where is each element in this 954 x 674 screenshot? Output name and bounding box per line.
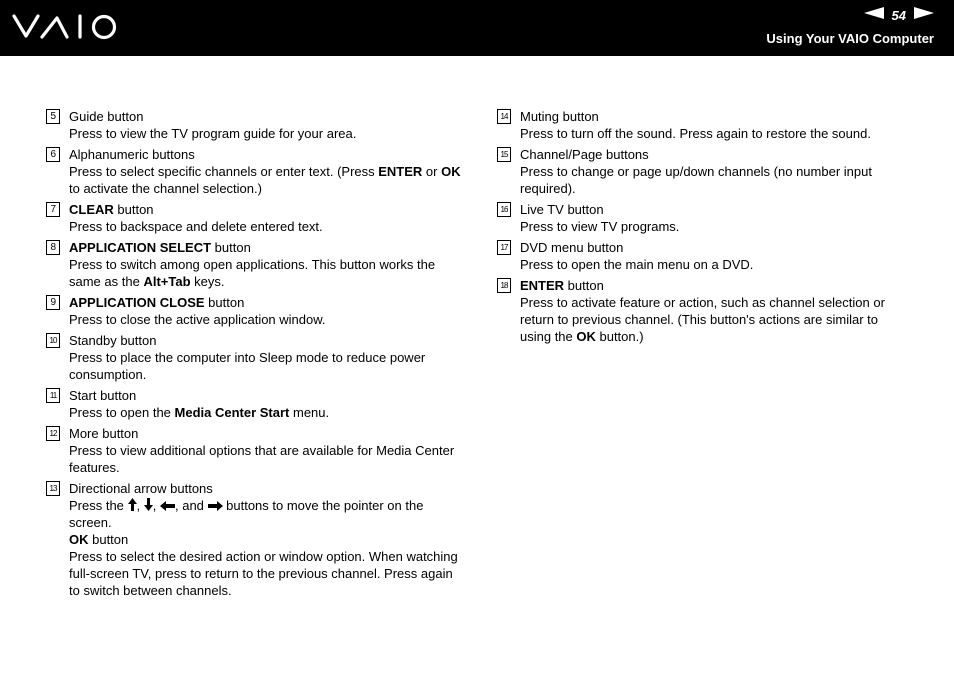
up-arrow-icon	[128, 498, 137, 511]
left-column	[46, 108, 461, 603]
item-description: Press to place the computer into Sleep mode to reduce power consumption.	[69, 350, 426, 382]
item-title: Live TV button	[520, 202, 604, 217]
item-number-badge: 17	[497, 240, 511, 255]
item-number-badge: 9	[46, 295, 60, 310]
left-arrow-icon	[160, 501, 175, 511]
list-item	[497, 239, 907, 273]
list-item	[46, 201, 461, 235]
item-number-badge: 10	[46, 333, 60, 348]
item-title: CLEAR button	[69, 202, 154, 217]
item-number-badge: 7	[46, 202, 60, 217]
right-arrow-icon	[208, 501, 223, 511]
item-number-badge: 16	[497, 202, 511, 217]
item-description: Press to view additional options that are available for Media Center features.	[69, 443, 455, 475]
item-description: Press to close the active application window.	[69, 312, 326, 327]
item-number-badge: 13	[46, 481, 60, 496]
down-arrow-icon	[144, 498, 153, 511]
item-number-badge: 8	[46, 240, 60, 255]
item-title: APPLICATION CLOSE button	[69, 295, 245, 310]
item-description: Press to open the Media Center Start menu.	[69, 405, 330, 420]
item-description: Press to activate feature or action, such as channel selection or return to previous channel. (This button's actions are similar to using the OK button.)	[520, 295, 885, 344]
page-navigation	[864, 7, 934, 23]
item-number-badge: 6	[46, 147, 60, 162]
item-title: Standby button	[69, 333, 157, 348]
list-item	[46, 294, 461, 328]
item-title: DVD menu button	[520, 240, 624, 255]
item-title: Muting button	[520, 109, 599, 124]
item-number-badge: 12	[46, 426, 60, 441]
page-header	[0, 0, 954, 56]
vaio-logo	[12, 13, 120, 41]
ok-button-description: Press to select the desired action or window option. When watching full-screen TV, press to return to the previous channel. Press again to switch between channels.	[69, 549, 458, 598]
list-item	[46, 387, 461, 421]
list-item	[497, 201, 907, 235]
next-page-arrow-icon[interactable]	[914, 6, 934, 24]
item-number-badge: 5	[46, 109, 60, 124]
list-item	[46, 425, 461, 476]
item-number-badge: 11	[46, 388, 60, 403]
list-item	[46, 332, 461, 383]
list-item	[46, 480, 461, 599]
item-title: Directional arrow buttons	[69, 481, 213, 496]
item-title: Start button	[69, 388, 137, 403]
item-description: Press to switch among open applications. This button works the same as the Alt+Tab keys.	[69, 257, 436, 289]
item-description: Press the , , , and buttons to move the pointer on the screen.	[69, 498, 424, 530]
list-item	[497, 146, 907, 197]
item-description: Press to view the TV program guide for your area.	[69, 126, 357, 141]
item-description: Press to view TV programs.	[520, 219, 680, 234]
item-number-badge: 18	[497, 278, 511, 293]
list-item	[46, 239, 461, 290]
item-description: Press to change or page up/down channels (no number input required).	[520, 164, 872, 196]
item-title: Channel/Page buttons	[520, 147, 649, 162]
item-description: Press to open the main menu on a DVD.	[520, 257, 754, 272]
item-title: More button	[69, 426, 139, 441]
item-number-badge: 15	[497, 147, 511, 162]
item-title: Alphanumeric buttons	[69, 147, 195, 162]
right-column	[497, 108, 907, 349]
list-item	[46, 108, 461, 142]
page-number: 54	[891, 7, 906, 23]
item-description: Press to select specific channels or enter text. (Press ENTER or OK to activate the channel selection.)	[69, 164, 461, 196]
item-title: APPLICATION SELECT button	[69, 240, 251, 255]
list-item	[497, 108, 907, 142]
item-description: Press to turn off the sound. Press again to restore the sound.	[520, 126, 871, 141]
list-item	[497, 277, 907, 345]
section-title: Using Your VAIO Computer	[766, 31, 934, 46]
ok-button-title: OK button	[69, 532, 129, 547]
item-description: Press to backspace and delete entered text.	[69, 219, 323, 234]
item-title: ENTER button	[520, 278, 604, 293]
previous-page-arrow-icon[interactable]	[864, 6, 884, 24]
list-item	[46, 146, 461, 197]
item-title: Guide button	[69, 109, 144, 124]
item-number-badge: 14	[497, 109, 511, 124]
